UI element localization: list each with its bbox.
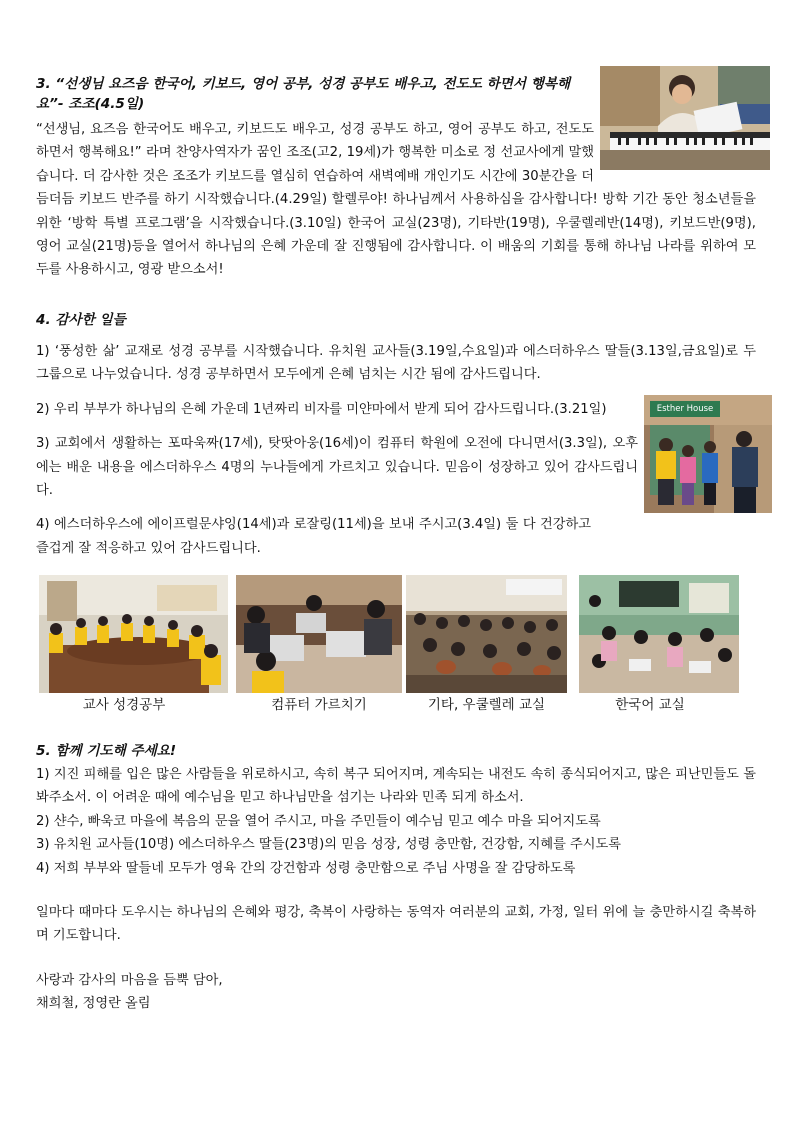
photo-keyboard	[600, 66, 770, 170]
esther-house-sign: Esther House	[656, 403, 714, 414]
closing-line-1: 사랑과 감사의 마음을 듬뿍 담아,	[36, 972, 223, 988]
closing	[36, 901, 756, 1016]
caption-korean-class: 한국어 교실	[615, 697, 685, 713]
photo-esther-house	[644, 395, 772, 513]
closing-blessing: 일마다 때마다 도우시는 하나님의 은혜와 평강, 축복이 사랑하는 동역자 여러분의 교회, 가정, 일터 위에 늘 충만하시길 축복하며 기도합니다.	[36, 905, 756, 944]
section-4-heading: 4. 감사한 일들	[36, 312, 126, 328]
section-3	[36, 74, 756, 282]
section-5	[36, 741, 756, 880]
photo-computer-class	[236, 575, 402, 693]
prayer-item-2: 2) 샨수, 빠욱코 마을에 복음의 문을 열어 주시고, 마을 주민들이 예수님 믿고 예수 마을 되어지도록	[36, 813, 601, 829]
section-3-heading: 3. “선생님 요즈음 한국어, 키보드, 영어 공부, 성경 공부도 배우고, 전도도 하면서 행복해요”- 조조(4.5일)	[36, 76, 571, 112]
caption-guitar-ukulele-class: 기타, 우쿨렐레 교실	[427, 697, 546, 713]
closing-signature: 채희철, 정영란 올림	[36, 996, 151, 1012]
photo-guitar-ukulele-class	[406, 575, 567, 693]
caption-computer-class: 컴퓨터 가르치기	[271, 697, 367, 713]
thanks-item-1: 1) ‘풍성한 삶’ 교재로 성경 공부를 시작했습니다. 유치원 교사들(3.19일,수요일)과 에스더하우스 딸들(3.13일,금요일)로 두 그룹으로 나누었습니다. 성경 공부하면서 모두에게 은혜 넘치는 시간 됨에 감사드립니다.	[36, 344, 756, 383]
thanks-item-4: 4) 에스더하우스에 에이프럴문샤잉(14세)과 로잘링(11세)을 보내 주시고(3.4일) 둘 다 건강하고 즐겁게 잘 적응하고 있어 감사드립니다.	[36, 517, 591, 556]
photo-teacher-bible-study	[39, 575, 228, 693]
section-4	[36, 310, 756, 560]
caption-teacher-bible-study: 교사 성경공부	[82, 697, 166, 713]
thanks-item-3: 3) 교회에서 생활하는 포따욱짜(17세), 탓땃아웅(16세)이 컴퓨터 학원에 오전에 다니면서(3.3일), 오후에는 배운 내용을 에스더하우스 4명의 누나들에게 가르치고 있습니다. 믿음이 성장하고 있어 감사드립니다.	[36, 436, 638, 499]
section-3-body: “선생님, 요즈음 한국어도 배우고, 키보드도 배우고, 성경 공부도 하고, 영어 공부도 하고, 전도도 하면서 행복해요!” 라며 찬양사역자가 꿈인 조조(고2, 19세)가 행복한 미소로 정 선교사에게 말했습니다. 더 감사한 것은 조조가 키보드를 열심히 연습하여 새벽예배 개인기도 시간에 30분간을 더듬더듬 키보드 반주를 하기 시작했습니다.(4.29일) 할렐루야! 하나님께서 사용하심을 감사합니다! 방학 기간 동안 청소년들을 위한 ‘방학 특별 프로그램’을 시작했습니다.(3.10일) 한국어 교실(23명), 기타반(19명), 우쿨렐레반(14명), 키보드반(9명), 영어 교실(21명)등을 열어서 하나님의 은혜 가운데 잘 진행됨에 감사합니다. 이 배움의 기회를 통해 하나님 나라를 위하여 모두를 사용하시고, 영광 받으소서!	[36, 122, 756, 278]
prayer-item-3: 3) 유치원 교사들(10명) 에스더하우스 딸들(23명)의 믿음 성장, 성령 충만함, 건강함, 지혜를 주시도록	[36, 837, 621, 853]
thanks-item-2: 2) 우리 부부가 하나님의 은혜 가운데 1년짜리 비자를 미얀마에서 받게 되어 감사드립니다.(3.21일)	[36, 401, 607, 417]
prayer-item-4: 4) 저희 부부와 딸들네 모두가 영육 간의 강건함과 성령 충만함으로 주님 사명을 잘 감당하도록	[36, 860, 576, 876]
prayer-item-1: 1) 지진 피해를 입은 많은 사람들을 위로하시고, 속히 복구 되어지며, 계속되는 내전도 속히 종식되어지고, 많은 피난민들도 돌봐주소서. 이 어려운 때에 예수님을 믿고 하나님만을 섬기는 나라와 민족 되게 하소서.	[36, 767, 756, 806]
photo-korean-class	[579, 575, 739, 693]
section-5-heading: 5. 함께 기도해 주세요!	[36, 743, 177, 759]
